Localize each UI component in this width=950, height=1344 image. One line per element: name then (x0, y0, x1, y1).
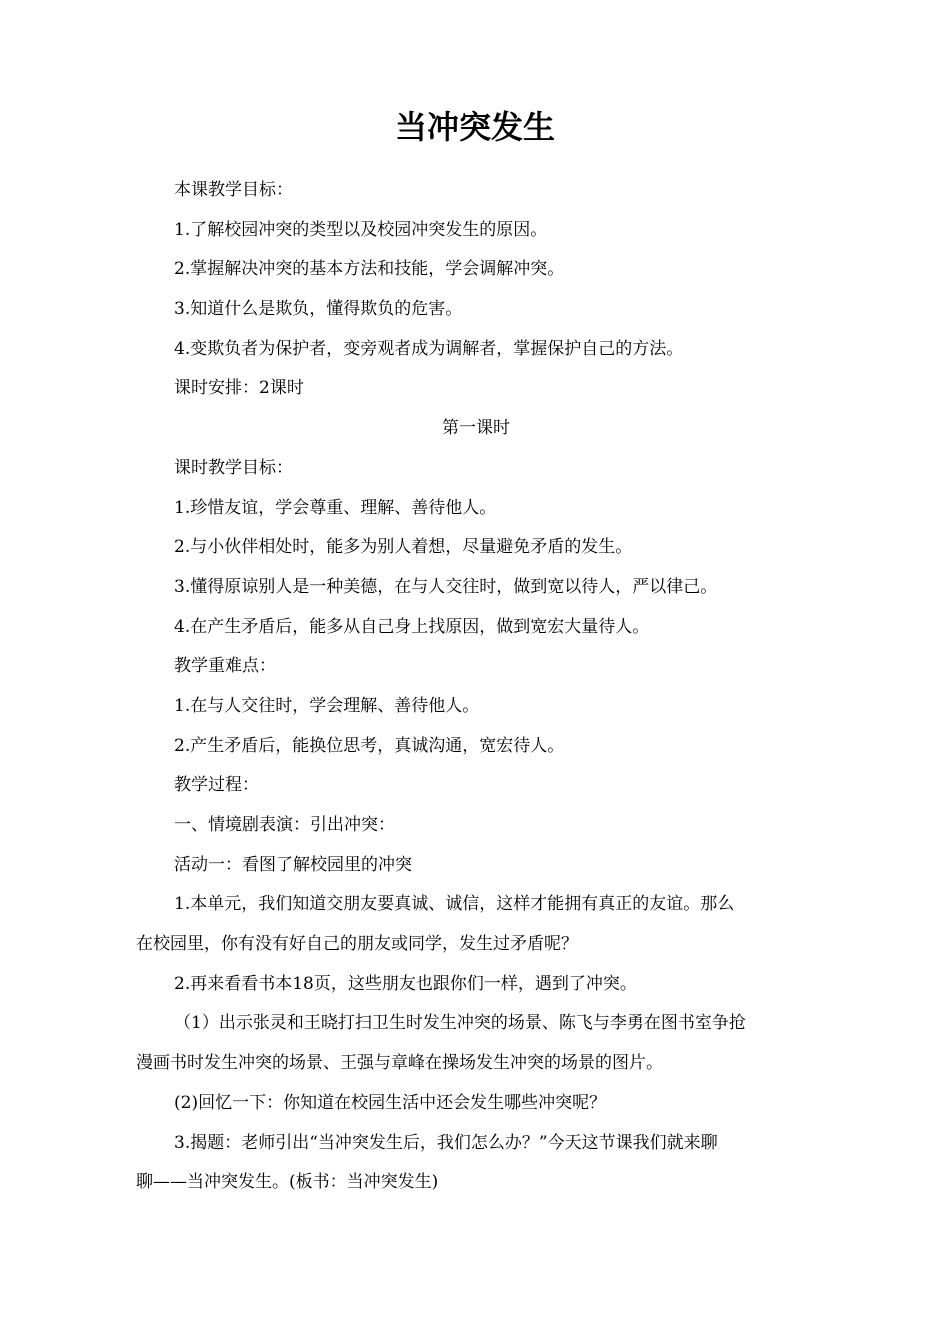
text-line: 3.揭题：老师引出“当冲突发生后，我们怎么办？”今天这节课我们就来聊 (174, 1132, 718, 1153)
text-line: 一、情境剧表演：引出冲突： (174, 815, 395, 835)
text-line: 第一课时 (442, 418, 510, 439)
text-line: 2.掌握解决冲突的基本方法和技能，学会调解冲突。 (174, 259, 565, 280)
text-line: 4.变欺负者为保护者，变旁观者成为调解者，掌握保护自己的方法。 (174, 338, 684, 359)
text-line: 聊——当冲突发生。(板书：当冲突发生) (136, 1172, 439, 1193)
page-title: 当冲突发生 (394, 108, 555, 146)
document-body (136, 171, 816, 1203)
text-line: 教学重难点： (174, 656, 276, 677)
text-line: 2.再来看看书本18页，这些朋友也跟你们一样，遇到了冲突。 (174, 973, 637, 994)
text-line: （1）出示张灵和王晓打扫卫生时发生冲突的场景、陈飞与李勇在图书室争抢 (174, 1013, 746, 1034)
text-line: 漫画书时发生冲突的场景、王强与章峰在操场发生冲突的场景的图片。 (136, 1053, 663, 1074)
text-line: 活动一：看图了解校园里的冲突 (174, 854, 412, 875)
text-line: (2)回忆一下：你知道在校园生活中还会发生哪些冲突呢？ (174, 1092, 607, 1113)
text-line: 1.在与人交往时，学会理解、善待他人。 (174, 695, 480, 716)
text-line: 教学过程： (174, 775, 259, 796)
text-line: 课时安排：2课时 (174, 378, 304, 399)
text-line: 3.知道什么是欺负，懂得欺负的危害。 (174, 299, 463, 320)
text-line: 本课教学目标： (174, 180, 293, 200)
text-line: 4.在产生矛盾后，能多从自己身上找原因，做到宽宏大量待人。 (174, 616, 650, 637)
text-line: 1.本单元，我们知道交朋友要真诚、诚信，这样才能拥有真正的友谊。那么 (174, 894, 735, 915)
text-line: 在校园里，你有没有好自己的朋友或同学，发生过矛盾呢？ (136, 934, 578, 955)
text-line: 2.产生矛盾后，能换位思考，真诚沟通，宽宏待人。 (174, 735, 565, 756)
text-line: 1.了解校园冲突的类型以及校园冲突发生的原因。 (174, 219, 548, 240)
text-line: 1.珍惜友谊，学会尊重、理解、善待他人。 (174, 497, 497, 518)
text-line: 3.懂得原谅别人是一种美德，在与人交往时，做到宽以待人，严以律己。 (174, 576, 718, 597)
text-line: 课时教学目标： (174, 457, 293, 478)
text-line: 2.与小伙伴相处时，能多为别人着想，尽量避免矛盾的发生。 (174, 537, 633, 558)
